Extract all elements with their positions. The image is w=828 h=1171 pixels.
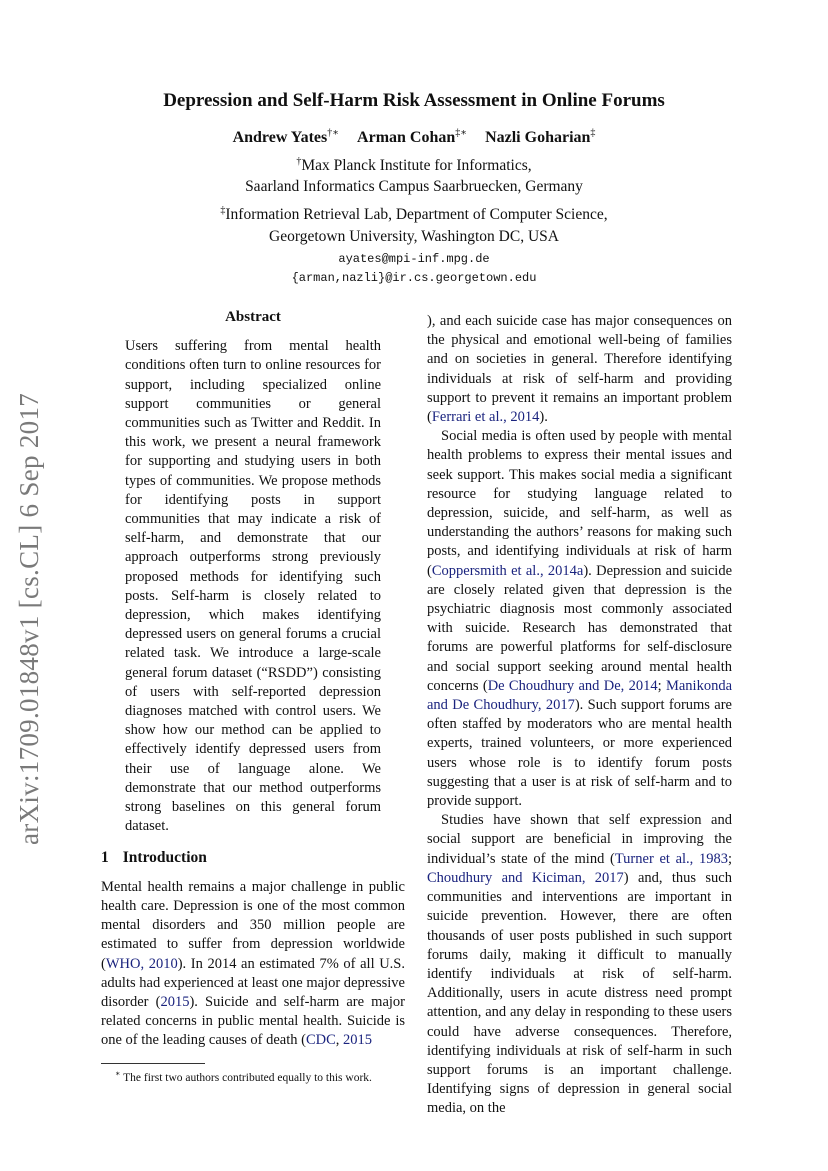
citation-link[interactable]: CDC [305, 1032, 336, 1049]
abstract-heading: Abstract [225, 309, 281, 325]
left-column [101, 308, 405, 1085]
citation-link[interactable]: De Choudhury and De, 2014 [487, 677, 658, 694]
citation-link[interactable]: 2015 [160, 993, 190, 1010]
citation-link[interactable]: 2015 [343, 1032, 373, 1049]
paragraph: Social media is often used by people with mental health problems to express their mental issues and seek support. This makes social media a significant resource for studying language related to depression, suicide, and self-harm, as well as understanding the authors’ reasons for making such posts, and identifying individuals at risk of harm (Coppersmith et al., 2014a). Depression and suicide are closely related given that depression is the psychiatric diagnosis most commonly associated with suicide. Research has demonstrated that forums are powerful platforms for self-disclosure and social support seeking around mental health concerns (De Choudhury and De, 2014; Manikonda and De Choudhury, 2017). Such support forums are often staffed by moderators who are mental health experts, trained volunteers, or more experienced users whose role is to identify forum posts suggesting that a user is at risk of self-harm and to provide support. [427, 428, 733, 810]
email: ayates@mpi-inf.mpg.de [338, 251, 490, 266]
abstract-body: Users suffering from mental health conditions often turn to online resources for support, including specialized online support communities or general communities such as Twitter and Reddit. In this work, we present a neural framework for supporting and studying users in both types of communities. We propose methods for identifying posts in support communities that may indicate a risk of self-harm, and demonstrate that our approach outperforms strong previously proposed methods for identifying such posts. Self-harm is closely related to depression, which makes identifying depressed users on general forums a crucial related task. We introduce a large-scale general forum dataset (“RSDD”) consisting of users with self-reported depression diagnoses matched with control users. We show how our method can be applied to effectively identify depressed users from their use of language alone. We demonstrate that our method outperforms strong baselines on this general forum dataset. [125, 338, 381, 835]
affiliation: ‡Information Retrieval Lab, Department of Computer Science, Georgetown University, Washington DC, USA [220, 205, 608, 245]
footnote-rule [101, 1063, 205, 1064]
arxiv-side-label: arXiv:1709.01848v1 [cs.CL] 6 Sep 2017 [14, 392, 44, 845]
citation-link[interactable]: Choudhury and Kiciman, 2017 [427, 869, 624, 886]
paragraph: Studies have shown that self expression and social support are beneficial in improving the individual’s state of the mind (Turner et al., 1983; Choudhury and Kiciman, 2017) and, thus such communities and interventions are important in suicide prevention. However, there are often thousands of user posts published in such support forums daily, making it difficult to manually identify individuals at risk of self-harm. Additionally, users in acute distress need prompt attention, and any delay in responding to these users could have adverse consequences. Therefore, identifying individuals at risk of self-harm in such support forums is an important challenge. Identifying signs of depression in general social media, on the [427, 812, 732, 1117]
citation-link[interactable]: Coppersmith et al., 2014a [431, 562, 584, 579]
citation-link[interactable]: Manikonda and De Choudhury, 2017 [427, 677, 733, 714]
citation-link[interactable]: Ferrari et al., 2014 [431, 409, 540, 426]
email-list [60, 250, 768, 288]
citation-link[interactable]: Turner et al., 1983 [614, 850, 728, 867]
author: Andrew Yates†∗ [232, 128, 340, 147]
paper-title: Depression and Self-Harm Risk Assessment in Online Forums [163, 90, 665, 111]
footnote: ∗ The first two authors contributed equally to this work. [115, 1068, 372, 1084]
paper-header [60, 90, 768, 288]
email: {arman,nazli}@ir.cs.georgetown.edu [291, 270, 537, 285]
paragraph: Mental health remains a major challenge in public health care. Depression is one of the most common mental disorders and 350 million people are estimated to suffer from depression worldwide (WHO, 2010). In 2014 an estimated 7% of all U.S. adults had experienced at least one major depressive disorder (2015). Suicide and self-harm are major related concerns in public mental health. Suicide is one of the leading causes of death (CDC, 2015 [101, 878, 406, 1049]
affiliation: †Max Planck Institute for Informatics, Saarland Informatics Campus Saarbruecken, Germany [245, 156, 583, 196]
paragraph-continued: ), and each suicide case has major consequences on the physical and emotional well-being of families and on societies in general. Therefore identifying individuals at risk of self-harm and providing support to prevent it remains an important problem (Ferrari et al., 2014). [427, 313, 732, 426]
author: Nazli Goharian‡ [485, 128, 596, 147]
author: Arman Cohan‡∗ [357, 128, 468, 147]
citation-link[interactable]: WHO, 2010 [105, 955, 178, 972]
right-column [427, 312, 732, 1119]
author-list [60, 128, 768, 147]
section-heading: 1 Introduction [101, 849, 207, 867]
